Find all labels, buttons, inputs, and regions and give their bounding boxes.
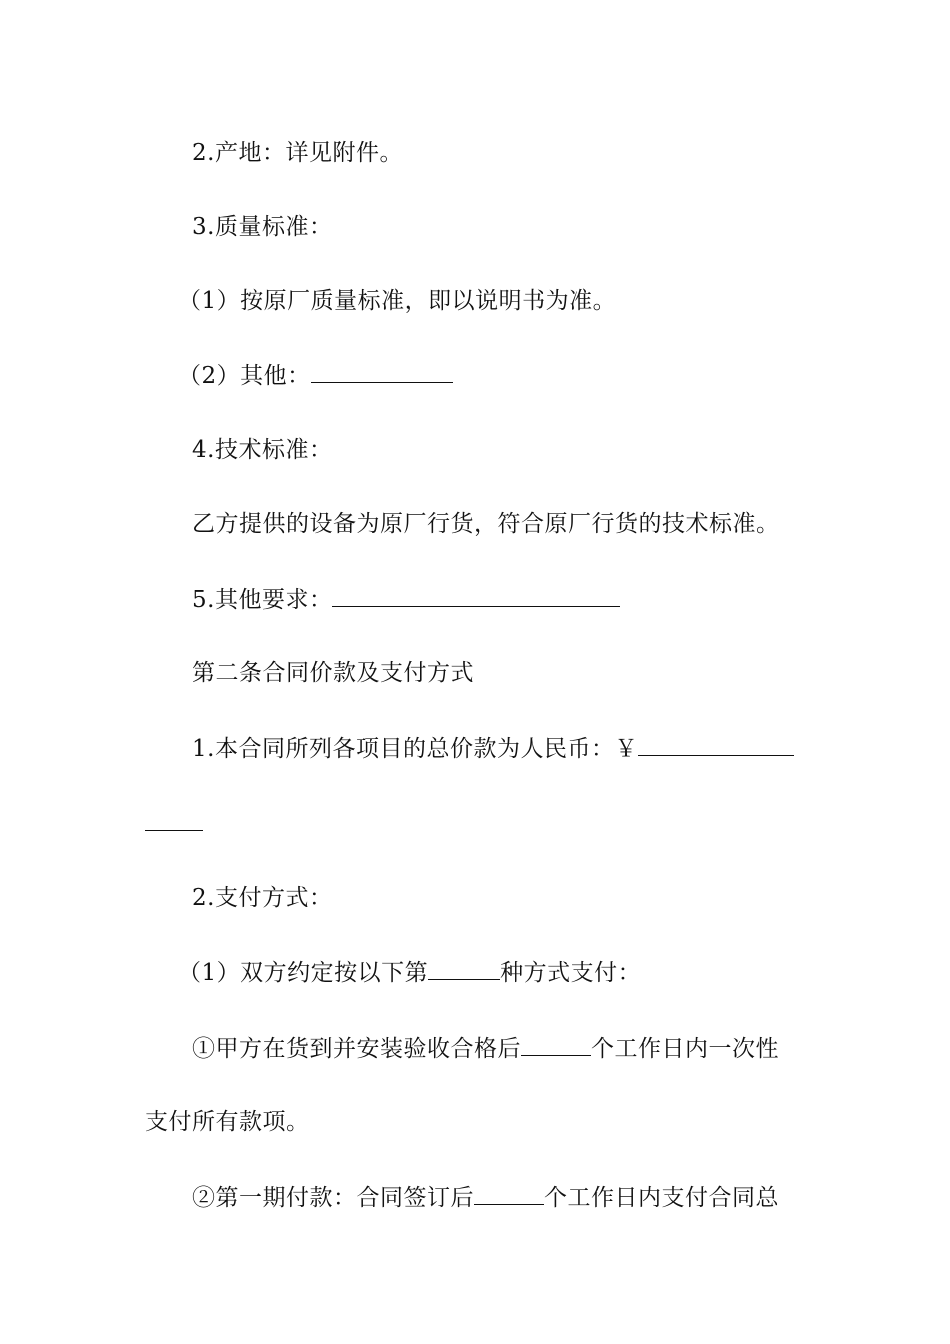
paragraph-quality-item-1 [178,286,616,316]
paragraph-other-requirements [192,584,620,615]
paragraph-technical-standard-body [192,509,780,539]
paragraph-text: 2.产地：详见附件。 [192,140,403,166]
paragraph-text: 第二条合同价款及支付方式 [192,660,474,686]
paragraph-text: 3.质量标准： [192,214,333,240]
paragraph-payment-option [178,957,641,988]
paragraph-payment-option-1 [192,1033,779,1064]
paragraph-payment-option-1-continued [145,1107,310,1137]
fill-in-blank [145,808,203,831]
fill-in-blank [332,584,620,607]
paragraph-text: 5.其他要求： [192,587,333,613]
paragraph-total-price [192,733,794,764]
fill-in-blank [638,733,794,756]
paragraph-text: 个工作日内一次性 [591,1036,779,1062]
fill-in-blank [311,360,453,383]
paragraph-technical-standard-heading [192,435,332,465]
paragraph-payment-option-2 [192,1182,779,1213]
paragraph-quality-item-2 [178,360,453,391]
paragraph-text: 4.技术标准： [192,437,333,463]
fill-in-blank [521,1033,591,1056]
paragraph-origin [192,138,403,168]
paragraph-text: （2）其他： [178,363,311,389]
paragraph-text: 支付所有款项。 [145,1109,310,1135]
paragraph-text: 2.支付方式： [192,885,333,911]
paragraph-payment-method-heading [192,883,332,913]
paragraph-quality-standard-heading [192,212,332,242]
paragraph-total-price-continued [145,808,203,839]
section-heading-payment [192,658,474,688]
fill-in-blank [474,1182,544,1205]
fill-in-blank [428,957,500,980]
paragraph-text: 乙方提供的设备为原厂行货，符合原厂行货的技术标准。 [192,511,780,537]
paragraph-text: （1）按原厂质量标准，即以说明书为准。 [178,288,617,314]
paragraph-text: 1.本合同所列各项目的总价款为人民币：￥ [192,736,638,762]
paragraph-text: 种方式支付： [500,960,642,986]
paragraph-text: 个工作日内支付合同总 [544,1185,779,1211]
paragraph-text: （1）双方约定按以下第 [178,960,429,986]
paragraph-text: ②第一期付款：合同签订后 [192,1185,474,1211]
paragraph-text: ①甲方在货到并安装验收合格后 [192,1036,521,1062]
